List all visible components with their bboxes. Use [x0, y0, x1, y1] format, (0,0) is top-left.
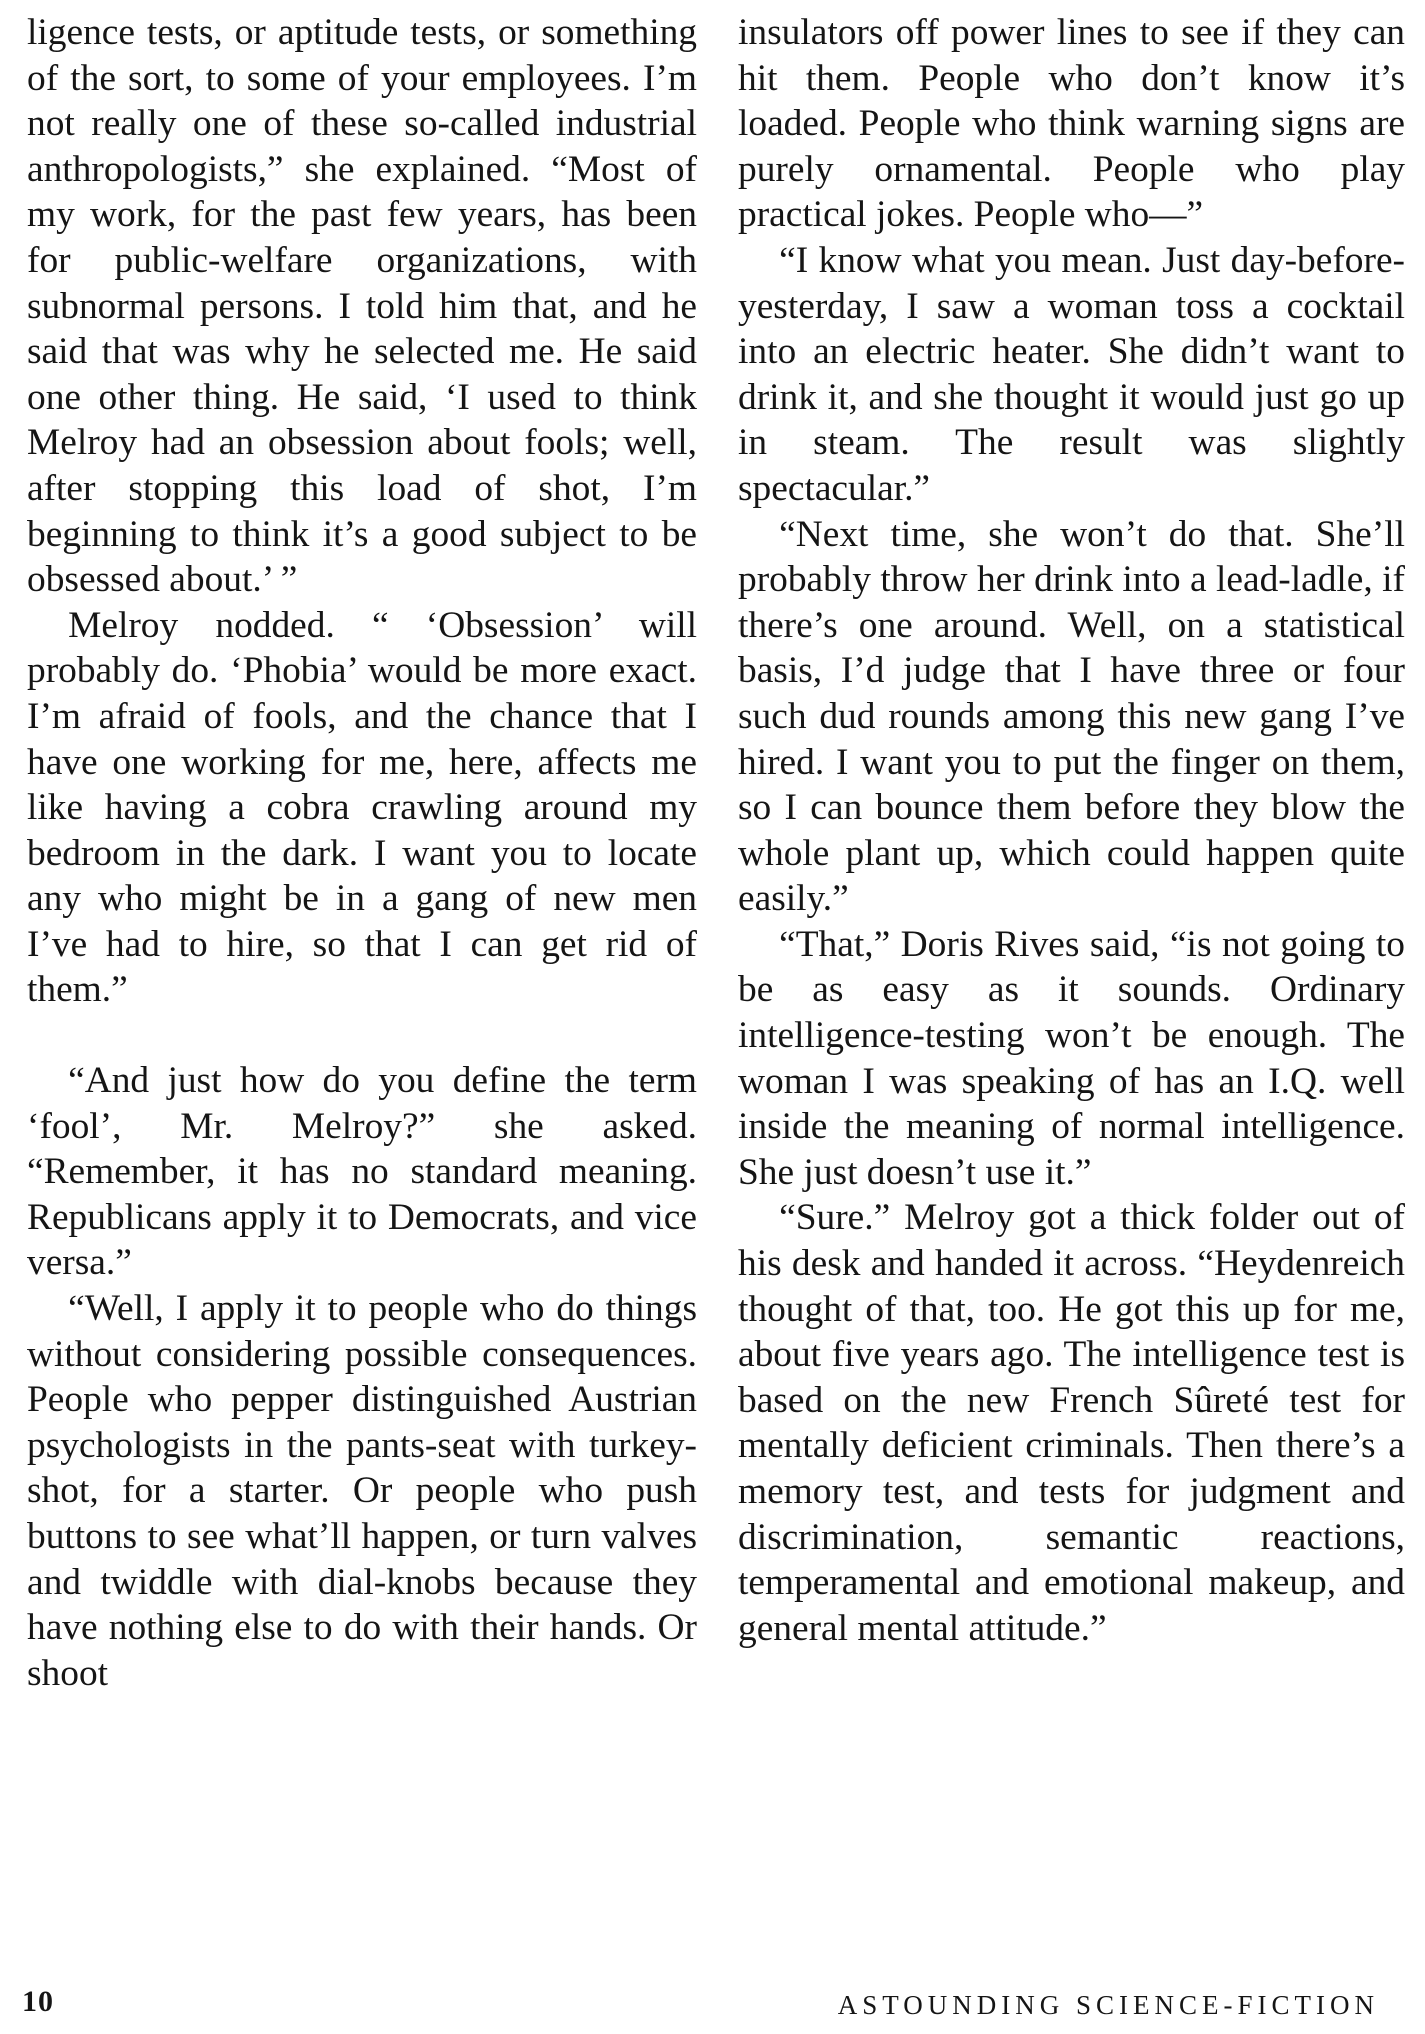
paragraph: “Sure.” Melroy got a thick folder out of his desk and handed it across. “Heydenreich thought of that, too. He got this up for me, about five years ago. The intelligence test is based on the new French Sûreté test for mentally deficient criminals. Then there’s a memory test, and tests for judgment and discrimination, semantic reactions, temperamental and emotional makeup, and general mental attitude.” [738, 1197, 1405, 1649]
paragraph: “I know what you mean. Just day-before-yesterday, I saw a woman toss a cocktail into an electric heater. She didn’t want to drink it, and she thought it would just go up in steam. The result was slightly spectacular.” [738, 239, 1405, 509]
paragraph: “That,” Doris Rives said, “is not going to be as easy as it sounds. Ordinary intelligence-testing won’t be enough. The woman I was speaking of has an I.Q. well inside the meaning of normal intelligence. She just doesn’t use it.” [738, 923, 1405, 1193]
left-column [27, 10, 697, 1965]
paragraph: Melroy nodded. “ ‘Obsession’ will probably do. ‘Phobia’ would be more exact. I’m afraid of fools, and the chance that I have one working for me, here, affects me like having a cobra crawling around my bedroom in the dark. I want you to locate any who might be in a gang of new men I’ve had to hire, so that I can get rid of them.” [27, 604, 697, 1011]
paragraph: “Well, I apply it to people who do things without considering possible consequences. People who pepper distinguished Austrian psychologists in the pants-seat with turkey-shot, for a starter. Or people who push buttons to see what’ll happen, or turn valves and twiddle with dial-knobs because they have nothing else to do with their hands. Or shoot [27, 1288, 697, 1694]
paragraph: “Next time, she won’t do that. She’ll probably throw her drink into a lead-ladle, if there’s one around. Well, on a statistical basis, I’d judge that I have three or four such dud rounds among this new gang I’ve hired. I want you to put the finger on them, so I can bounce them before they blow the whole plant up, which could happen quite easily.” [738, 513, 1405, 920]
paragraph: “And just how do you define the term ‘fool’, Mr. Melroy?” she asked. “Remember, it has no standard meaning. Republicans apply it to Democrats, and vice versa.” [27, 1060, 697, 1284]
running-head: ASTOUNDING SCIENCE-FICTION [837, 1990, 1379, 2020]
paragraph: ligence tests, or aptitude tests, or something of the sort, to some of your employees. I’m not really one of these so-called industrial anthropologists,” she explained. “Most of my work, for the past few years, has been for public-welfare organizations, with subnormal persons. I told him that, and he said that was why he selected me. He said one other thing. He said, ‘I used to think Melroy had an obsession about fools; well, after stopping this load of shot, I’m beginning to think it’s a good subject to be obsessed about.’ ” [27, 12, 697, 601]
page-number: 10 [22, 1985, 54, 2018]
paragraph: insulators off power lines to see if they can hit them. People who don’t know it’s loaded. People who think warning signs are purely ornamental. People who play practical jokes. People who—” [738, 12, 1405, 236]
right-column [738, 10, 1405, 1965]
